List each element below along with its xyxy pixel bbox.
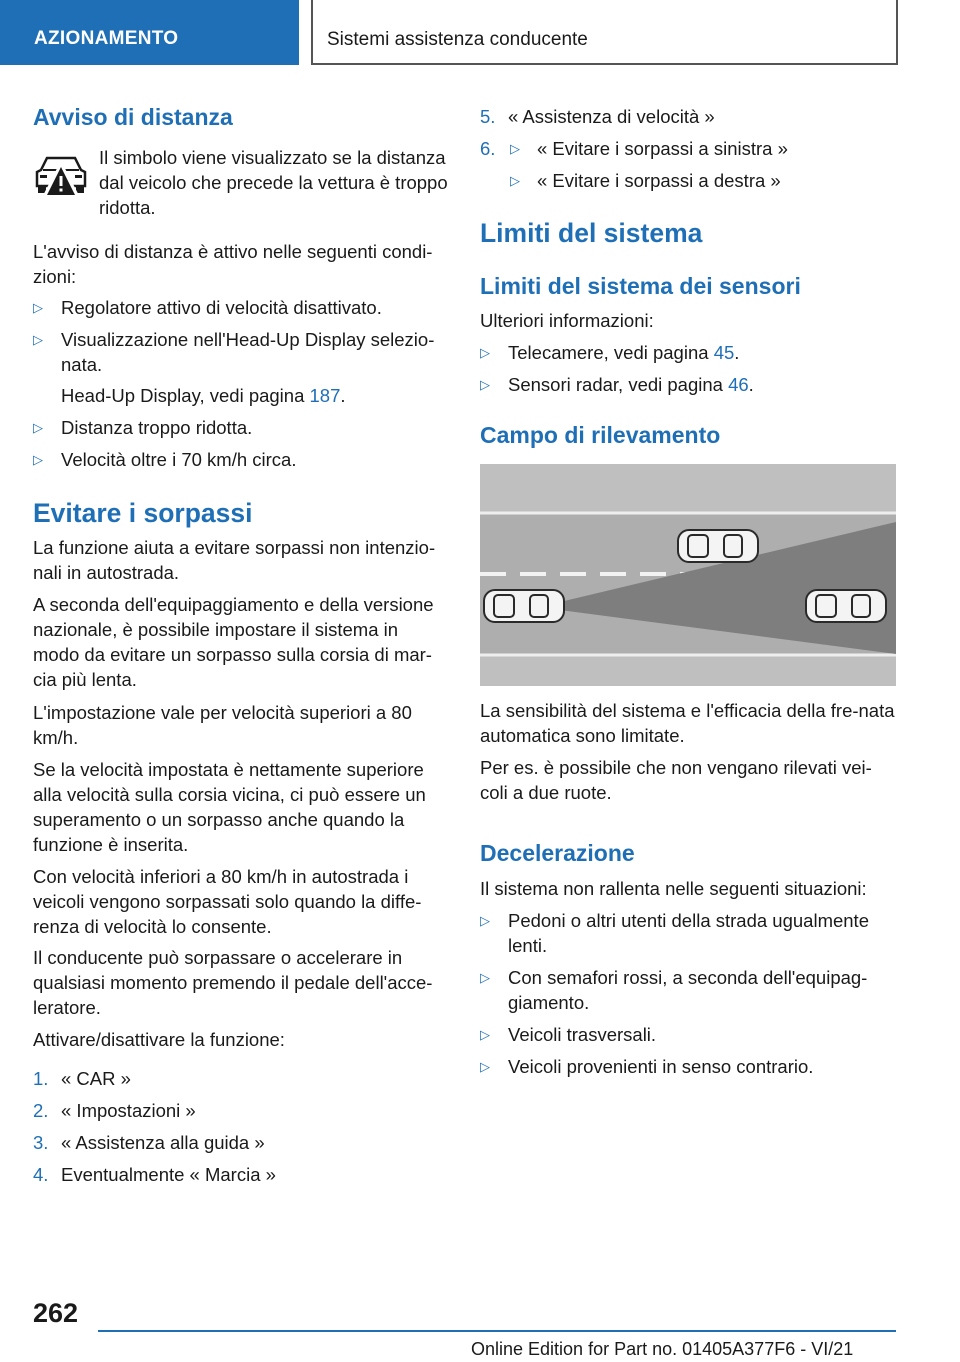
paragraph: L'impostazione vale per velocità superiori a 80 km/h.: [33, 702, 412, 748]
bullet-triangle-icon: ▷: [480, 1059, 490, 1074]
paragraph: La funzione aiuta a evitare sorpassi non intenzio-nali in autostrada.: [33, 537, 436, 583]
avviso-heading: Avviso di distanza: [33, 104, 233, 130]
bullet-triangle-icon: ▷: [510, 173, 520, 188]
detection-field-illustration: [480, 464, 896, 686]
step-text: « Impostazioni »: [61, 1100, 196, 1121]
sub-option-text: « Evitare i sorpassi a destra »: [537, 170, 781, 191]
edition-info: Online Edition for Part no. 01405A377F6 - VI/21: [471, 1339, 854, 1359]
bullet-triangle-icon: ▷: [33, 452, 43, 467]
step-text: « Evitare i sorpassi a sinistra »: [537, 138, 788, 159]
decel-bullet-list: [480, 908, 896, 1088]
hud-page-reference: Head-Up Display, vedi pagina 187.: [61, 385, 346, 406]
avviso-description: Il simbolo viene visualizzato se la distanza dal veicolo che precede la vettura è troppo ridotta.: [99, 147, 448, 218]
step-text: « Assistenza alla guida »: [61, 1132, 265, 1153]
campo-heading: Campo di rilevamento: [480, 422, 721, 448]
step-number: 6.: [480, 138, 496, 159]
list-item: Regolatore attivo di velocità disattivato.: [61, 297, 382, 318]
decel-heading: Decelerazione: [480, 840, 635, 866]
reference-item: Telecamere, vedi pagina 45.: [508, 342, 740, 363]
bullet-triangle-icon: ▷: [480, 1027, 490, 1042]
section-title: AZIONAMENTO: [34, 28, 179, 49]
step-text: « CAR »: [61, 1068, 131, 1089]
steps-list-continued: [480, 104, 896, 204]
paragraph: Il conducente può sorpassare o accelerare in qualsiasi momento premendo il pedale dell'acce-leratore.: [33, 947, 433, 1018]
paragraph: Attivare/disattivare la funzione:: [33, 1029, 285, 1050]
page-link[interactable]: 45: [713, 342, 735, 363]
chapter-title: Sistemi assistenza conducente: [327, 29, 588, 50]
list-item: Pedoni o altri utenti della strada ugualmente lenti.: [508, 910, 869, 956]
bullet-triangle-icon: ▷: [33, 300, 43, 315]
paragraph: Per es. è possibile che non vengano rilevati vei-coli a due ruote.: [480, 757, 872, 803]
step-number: 4.: [33, 1164, 49, 1185]
paragraph: La sensibilità del sistema e l'efficacia della fre-nata automatica sono limitate.: [480, 700, 895, 746]
vehicle-ahead-same-lane: [806, 590, 886, 622]
bullet-triangle-icon: ▷: [510, 141, 520, 156]
page-number: 262: [33, 1298, 79, 1328]
list-item: Veicoli provenienti in senso contrario.: [508, 1056, 814, 1077]
step-number: 2.: [33, 1100, 49, 1121]
bullet-triangle-icon: ▷: [480, 913, 490, 928]
chapter-tab: [311, 0, 898, 65]
step-text: Eventualmente « Marcia »: [61, 1164, 276, 1185]
sensori-heading: Limiti del sistema dei sensori: [480, 273, 801, 299]
bullet-triangle-icon: ▷: [33, 420, 43, 435]
page-link[interactable]: 46: [728, 374, 749, 395]
paragraph: A seconda dell'equipaggiamento e della versione nazionale, è possibile impostare il sistema in modo da evitare un sorpasso sulla corsia di mar-cia più lenta.: [33, 594, 434, 690]
step-text: « Assistenza di velocità »: [508, 106, 715, 127]
vehicle-ahead-left-lane: [678, 530, 758, 562]
reference-item: Sensori radar, vedi pagina 46.: [508, 374, 754, 395]
list-item: Velocità oltre i 70 km/h circa.: [61, 449, 297, 470]
own-vehicle: [484, 590, 564, 622]
bullet-triangle-icon: ▷: [480, 970, 490, 985]
list-item: Visualizzazione nell'Head-Up Display selezio-nata.: [61, 329, 435, 375]
step-number: 5.: [480, 106, 496, 127]
page-link[interactable]: 187: [309, 385, 341, 406]
steps-list: [33, 1066, 447, 1196]
sensori-intro: Ulteriori informazioni:: [480, 310, 654, 331]
sorpassi-heading: Evitare i sorpassi: [33, 498, 253, 528]
limiti-heading: Limiti del sistema: [480, 218, 703, 248]
avviso-bullet-list: [33, 295, 447, 485]
avviso-intro: L'avviso di distanza è attivo nelle seguenti condi-zioni:: [33, 241, 433, 287]
sensori-references: [480, 340, 896, 400]
list-item: Distanza troppo ridotta.: [61, 417, 253, 438]
list-item: Con semafori rossi, a seconda dell'equipag-giamento.: [508, 967, 868, 1013]
list-item: Veicoli trasversali.: [508, 1024, 657, 1045]
section-tab: [0, 0, 299, 65]
footer-divider: [98, 1330, 896, 1332]
step-number: 1.: [33, 1068, 49, 1089]
step-number: 3.: [33, 1132, 49, 1153]
paragraph: Con velocità inferiori a 80 km/h in autostrada i veicoli vengono sorpassati solo quando la diffe-renza di velocità lo consente.: [33, 866, 422, 937]
bullet-triangle-icon: ▷: [480, 345, 490, 360]
decel-intro: Il sistema non rallenta nelle seguenti situazioni:: [480, 878, 867, 899]
bullet-triangle-icon: ▷: [480, 377, 490, 392]
paragraph: Se la velocità impostata è nettamente superiore alla velocità sulla corsia vicina, ci può essere un superamento o un sorpasso anche quando la funzione è inserita.: [33, 759, 426, 855]
car-warning-icon: [33, 150, 89, 202]
bullet-triangle-icon: ▷: [33, 332, 43, 347]
